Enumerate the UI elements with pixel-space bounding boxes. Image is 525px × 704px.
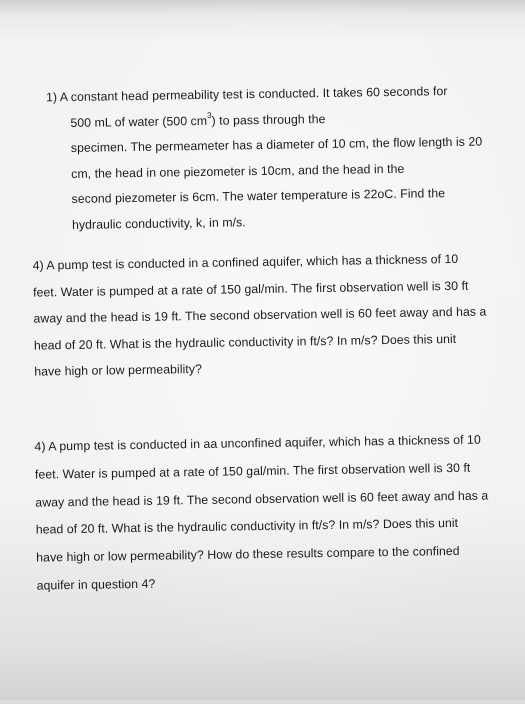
question-1-line-5: second piezometer is 6cm. The water temperature is 22oC. Find the: [71, 186, 446, 206]
question-3-line-4: head of 20 ft. What is the hydraulic conductivity in ft/s? In m/s? Does this unit: [35, 516, 459, 537]
question-1-line-6: hydraulic conductivity, k, in m/s.: [71, 214, 246, 232]
question-3-line-5: have high or low permeability? How do these results compare to the confined: [36, 544, 460, 565]
question-3-line-2: feet. Water is pumped at a rate of 150 gal/min. The first observation well is 30 ft: [34, 460, 471, 482]
question-3-line-1: 4) A pump test is conducted in aa unconfined aquifer, which has a thickness of 10: [34, 432, 481, 454]
question-2: [32, 245, 487, 385]
question-1-line-1: 1) A constant head permeability test is conducted. It takes 60 seconds for: [45, 84, 448, 105]
question-2-line-4: head of 20 ft. What is the hydraulic conductivity in ft/s? In m/s? Does this unit: [33, 331, 457, 353]
question-2-line-3: away and the head is 19 ft. The second observation well is 60 feet away and has a: [33, 304, 487, 326]
question-1: [46, 79, 484, 239]
question-1-line-2-start: 500 mL of water (500 cm: [70, 113, 208, 130]
question-3: [34, 426, 490, 600]
question-2-line-5: have high or low permeability?: [34, 361, 203, 379]
question-1-line-4: cm, the head in one piezometer is 10cm, and the head in the: [71, 161, 405, 181]
question-3-line-3: away and the head is 19 ft. The second observation well is 60 feet away and has a: [35, 488, 489, 510]
question-3-line-6: aquifer in question 4?: [36, 576, 156, 593]
cubic-superscript: 3: [206, 111, 212, 121]
question-1-line-3: specimen. The permeameter has a diameter of 10 cm, the flow length is 20: [70, 134, 483, 155]
question-2-line-1: 4) A pump test is conducted in a confined aquifer, which has a thickness of 10: [32, 251, 459, 273]
question-1-line-2-end: ) to pass through the: [211, 111, 326, 128]
question-2-line-2: feet. Water is pumped at a rate of 150 gal/min. The first observation well is 30 ft: [32, 278, 469, 300]
